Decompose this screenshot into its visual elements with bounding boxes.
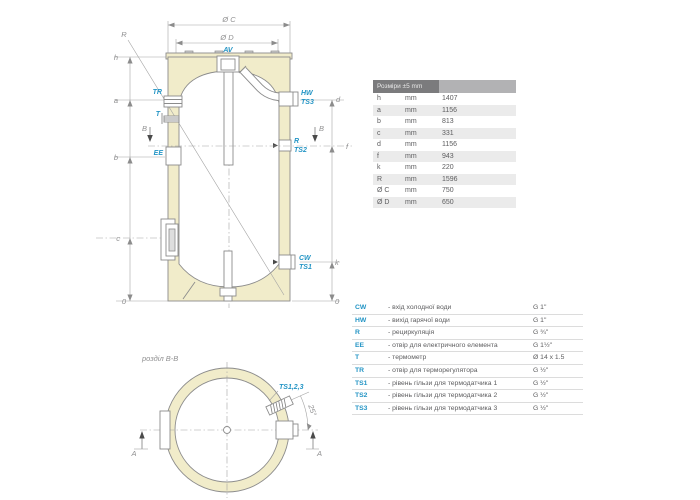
unit-cell: mm (405, 106, 417, 114)
section-bb-view (130, 354, 322, 498)
legend-desc: - рівень гільзи для термодатчика 3 (388, 404, 498, 412)
port-label-ts1: TS1 (299, 264, 312, 271)
dim-label-c: c (116, 234, 120, 243)
table-row (373, 139, 516, 151)
port-label-av: AV (223, 47, 233, 54)
section-b-label-right: B (319, 124, 325, 133)
table-row (373, 116, 516, 128)
dimensions-table-header (373, 80, 516, 93)
value-cell: 650 (442, 198, 454, 206)
tr-nozzle (164, 96, 182, 107)
legend-code: HW (355, 316, 367, 324)
port-label-tr: TR (152, 89, 162, 96)
legend-desc: - отвір для терморегулятора (388, 366, 478, 374)
ee-opening (166, 147, 181, 165)
legend-row (352, 302, 583, 315)
legend-row (352, 340, 583, 353)
unit-cell: mm (405, 152, 417, 160)
legend-desc: - рівень гільзи для термодатчика 2 (388, 392, 498, 400)
dim-label-oc: Ø C (222, 15, 236, 24)
value-cell: 1156 (442, 106, 458, 114)
legend-size: G 1½" (533, 341, 553, 349)
param-cell: d (377, 141, 381, 148)
center-mark (224, 427, 231, 434)
legend-size: G ½" (533, 366, 549, 374)
legend-size: G ½" (533, 379, 549, 387)
section-view-title: розділ B-B (142, 354, 179, 363)
port-label-cw: CW (299, 255, 311, 262)
port-label-r: R (294, 138, 300, 145)
dimensions-table (373, 80, 516, 208)
unit-cell: mm (405, 198, 417, 206)
section-a-label-right: A (317, 449, 323, 458)
dim-label-h: h (113, 53, 118, 62)
legend-size: G 1" (533, 316, 547, 324)
legend-row (352, 365, 583, 378)
legend-code: TS1 (355, 379, 368, 387)
left-flange (160, 411, 170, 449)
legend-desc: - вихід гарячої води (388, 316, 450, 324)
table-header-value-col (439, 80, 516, 93)
param-cell: Ø C (377, 187, 390, 194)
dim-label-od: Ø D (220, 33, 234, 42)
table-row (373, 185, 516, 197)
legend-desc: - рециркуляція (388, 329, 435, 337)
table-header-label: Розміри ±5 mm (373, 80, 439, 93)
legend-row (352, 403, 583, 416)
dim-label-zero-right: 0 (335, 297, 340, 306)
port-label-hw: HW (301, 90, 313, 97)
legend-code: R (355, 329, 360, 337)
radius-label: R (121, 30, 127, 39)
value-cell: 1156 (442, 141, 458, 148)
port-label-ts3: TS3 (301, 99, 314, 106)
param-cell: c (377, 129, 381, 137)
dim-label-b: b (113, 153, 118, 162)
value-cell: 1596 (442, 175, 458, 183)
ports-legend (352, 302, 583, 415)
table-row (373, 151, 516, 163)
port-label-t: T (155, 111, 160, 118)
ts123-label: TS1,2,3 (279, 384, 304, 391)
legend-code: EE (355, 341, 365, 349)
legend-code: TS3 (355, 404, 368, 412)
value-cell: 220 (442, 164, 454, 171)
legend-code: TS2 (355, 392, 368, 400)
unit-cell: mm (405, 164, 417, 171)
value-cell: 813 (442, 118, 454, 125)
legend-row (352, 352, 583, 365)
table-row (373, 174, 516, 186)
dim-label-zero-left: 0 (121, 297, 126, 306)
value-cell: 1407 (442, 95, 458, 102)
table-row (373, 128, 516, 140)
legend-row (352, 315, 583, 328)
param-cell: Ø D (377, 198, 390, 206)
section-a-label-left: A (131, 449, 137, 458)
hw-nozzle (279, 92, 298, 106)
dim-label-d: d (336, 95, 341, 104)
table-row (373, 162, 516, 174)
heater-flange (161, 219, 178, 260)
legend-row (352, 327, 583, 340)
param-cell: h (377, 95, 381, 102)
legend-size: G ½" (533, 404, 549, 412)
value-cell: 750 (442, 187, 454, 194)
legend-desc: - термометр (388, 354, 427, 362)
param-cell: a (377, 106, 381, 114)
param-cell: R (377, 175, 383, 183)
legend-row (352, 378, 583, 391)
legend-size: G ¾" (533, 329, 549, 337)
legend-size: Ø 14 x 1.5 (533, 354, 565, 362)
section-b-label-left: B (141, 124, 147, 133)
right-nozzle (276, 421, 298, 439)
param-cell: b (377, 118, 381, 125)
unit-cell: mm (405, 187, 417, 194)
legend-desc: - отвір для електричного елемента (388, 341, 498, 349)
port-label-ts2: TS2 (294, 147, 307, 154)
legend-code: T (355, 354, 360, 362)
table-row (373, 93, 516, 105)
legend-code: CW (355, 304, 367, 311)
unit-cell: mm (405, 129, 417, 137)
legend-desc: - рівень гільзи для термодатчика 1 (388, 379, 498, 387)
legend-code: TR (355, 366, 365, 374)
unit-cell: mm (405, 141, 417, 148)
legend-size: G 1" (533, 304, 547, 311)
legend-size: G ½" (533, 392, 549, 400)
elevation-view (96, 15, 352, 308)
value-cell: 943 (442, 152, 454, 160)
port-label-ee: EE (153, 150, 163, 157)
table-row (373, 105, 516, 117)
legend-desc: - вхід холодної води (388, 304, 452, 311)
dim-label-f: f (346, 142, 349, 151)
dim-label-a: a (113, 96, 118, 105)
param-cell: f (377, 152, 379, 160)
dim-label-k: k (335, 258, 339, 267)
angle-label: 25° (306, 403, 319, 418)
param-cell: k (377, 164, 381, 171)
value-cell: 331 (442, 129, 454, 137)
legend-row (352, 390, 583, 403)
table-row (373, 197, 516, 209)
unit-cell: mm (405, 175, 417, 183)
unit-cell: mm (405, 118, 417, 125)
unit-cell: mm (405, 95, 417, 102)
